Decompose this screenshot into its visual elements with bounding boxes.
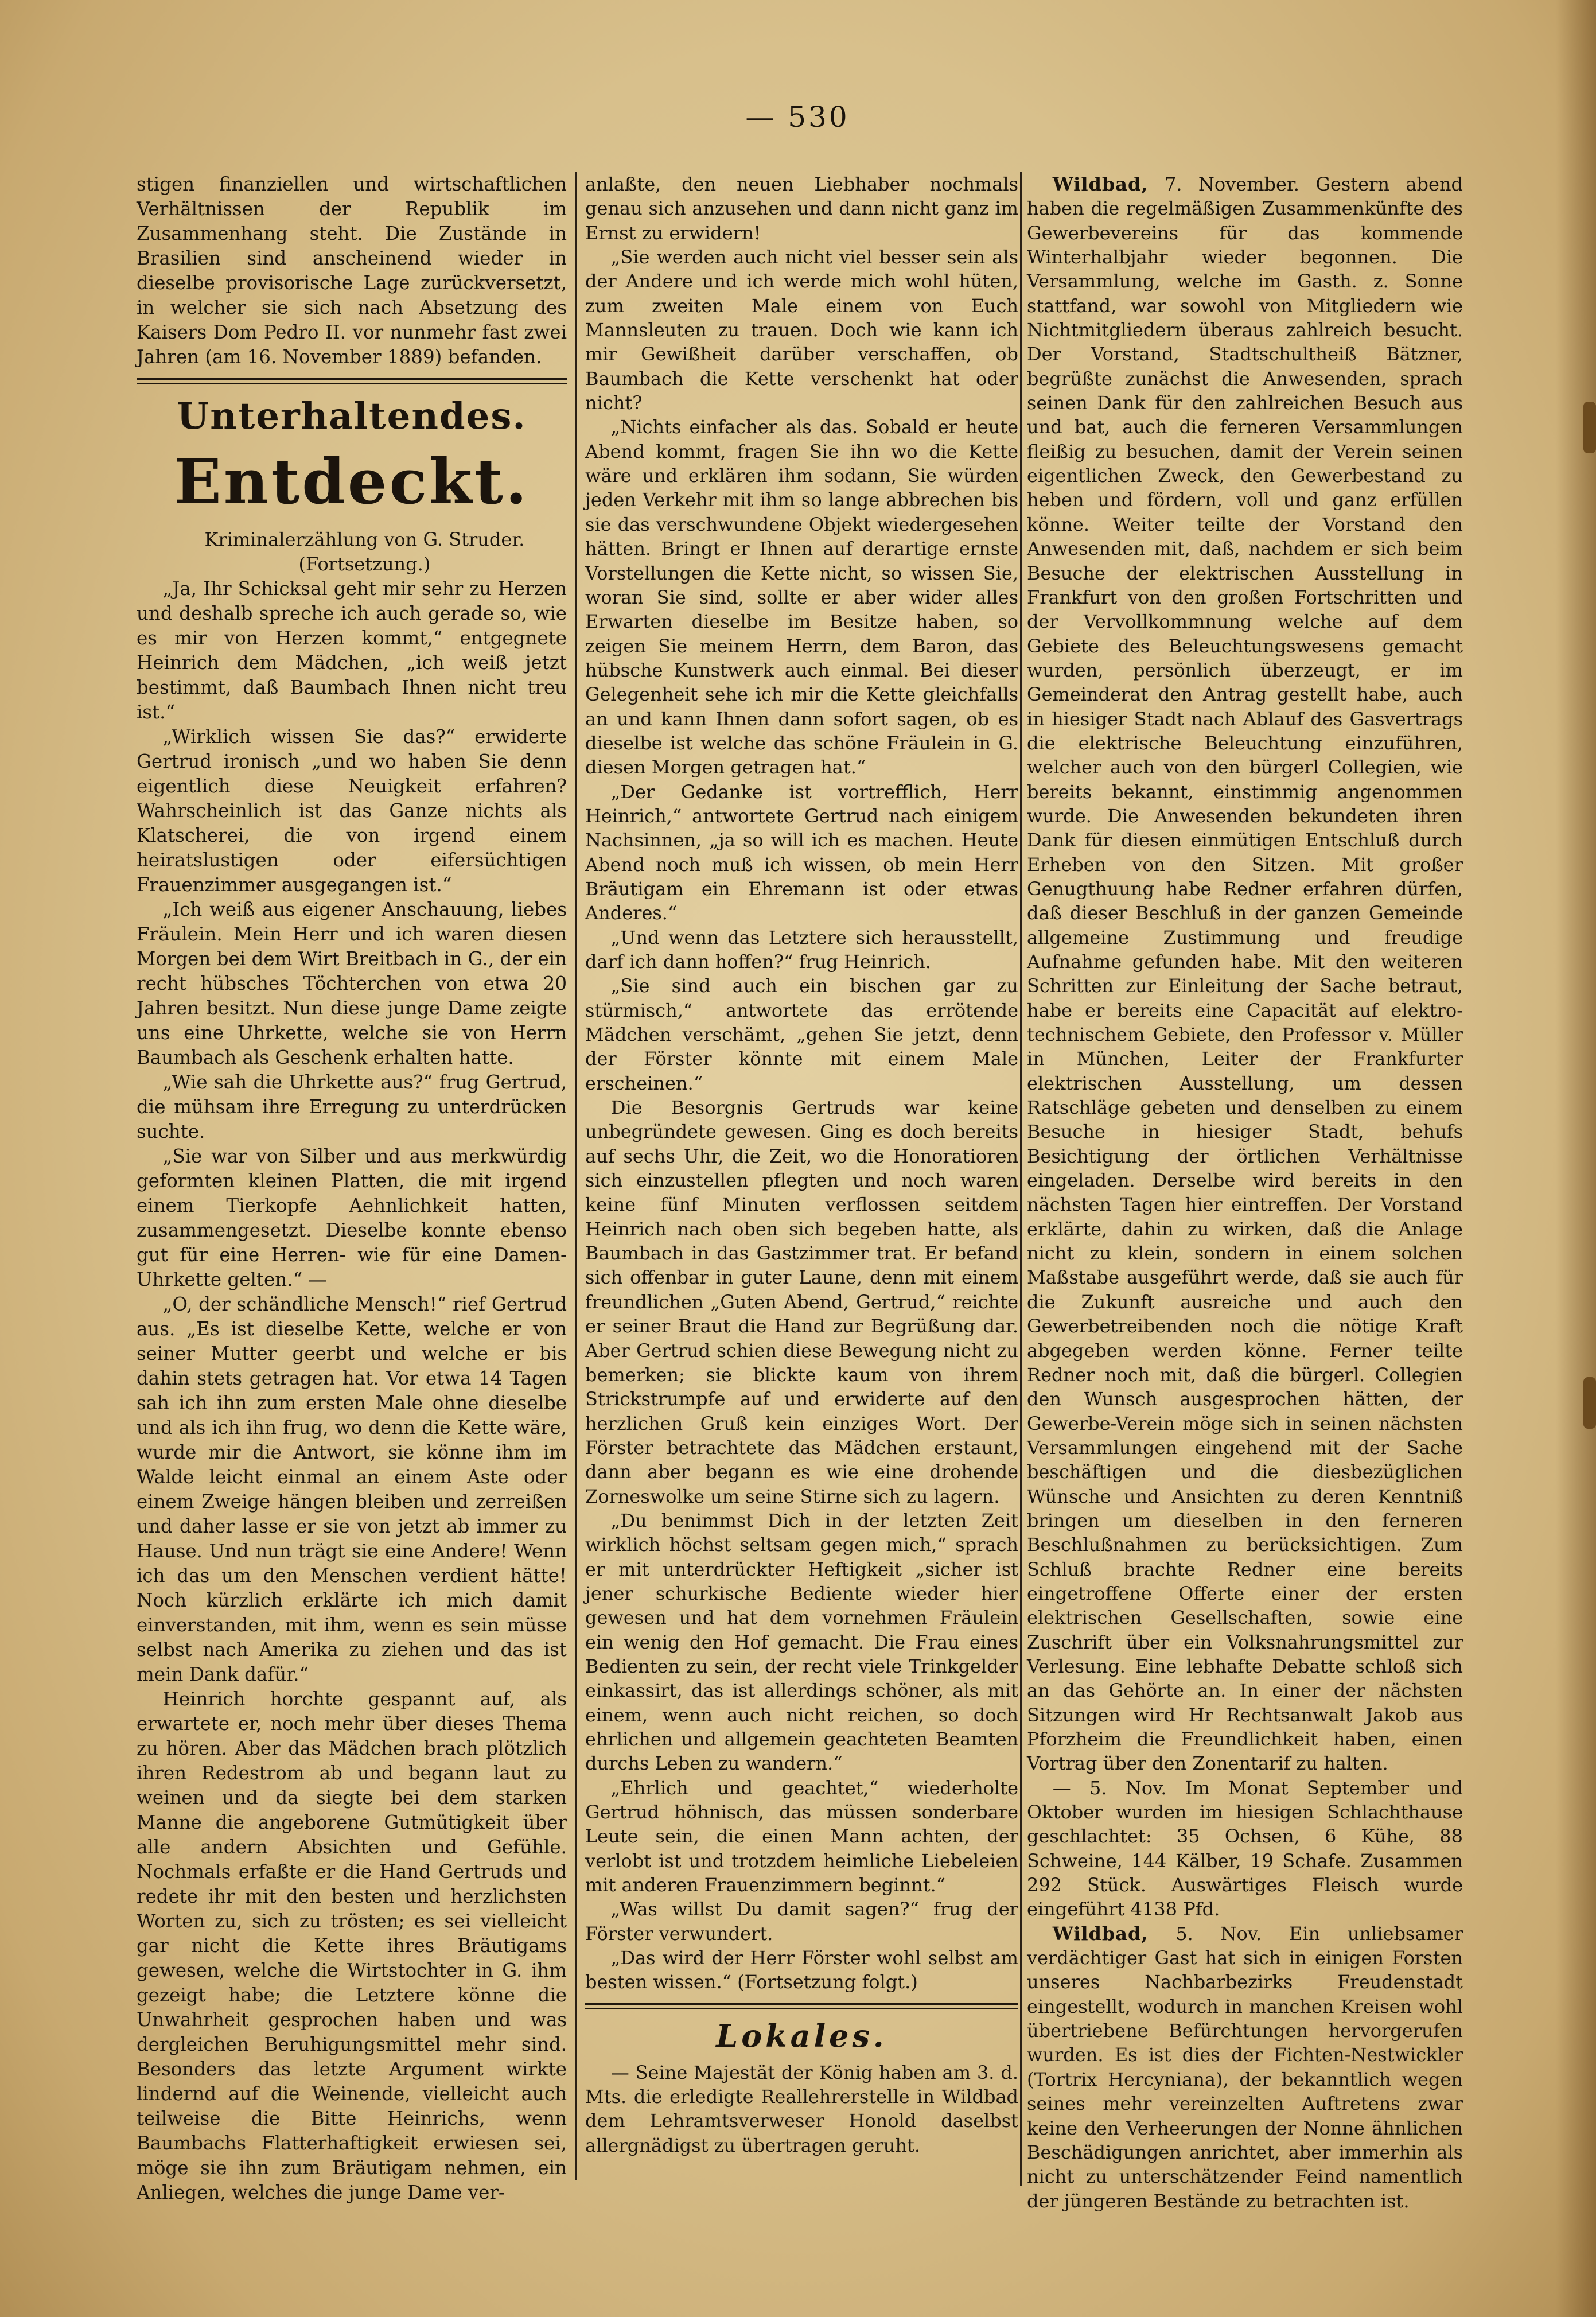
story-paragraph: Die Besorgnis Gertruds war keine unbegründete gewesen. Ging es doch bereits auf sechs Uhr, die Zeit, wo die Honoratioren sich einzustellen pflegten und noch waren keine fünf Minuten verflossen seitdem Heinrich nach oben sich begeben hatte, als Baumbach in das Gastzimmer trat. Er befand sich offenbar in guter Laune, denn mit einem freundlichen „Guten Abend, Gertrud,“ reichte er seiner Braut die Hand zur Begrüßung dar. Aber Gertrud schien diese Bewegung nicht zu bemerken; sie blickte kaum von ihrem Strickstrumpfe auf und erwiderte auf den herzlichen Gruß kein einziges Wort. Der Förster betrachtete das Mädchen erstaunt, dann aber begann es wie eine drohende Zorneswolke um seine Stirne sich zu lagern. [585,1097,1018,1507]
story-paragraph: „Du benimmst Dich in der letzten Zeit wirklich höchst seltsam gegen mich,“ sprach er mit unterdrückter Heftigkeit „sicher ist jener schurkische Bediente wieder hier gewesen und hat dem vornehmen Fräulein ein wenig den Hof gemacht. Die Frau eines Bedienten zu sein, der recht viele Trinkgelder einkassirt, das ist allerdings schöner, als mit einem, wenn auch nicht reichen, so doch ehrlichen und allgemein geachteten Beamten durchs Leben zu wandern.“ [585,1509,1018,1775]
news-item [1027,172,1463,1776]
column-1 [137,172,567,2205]
news-item [1027,1922,1463,2213]
news-date: 5. Nov. [1175,1922,1262,1945]
story-paragraph: „Wirklich wissen Sie das?“ erwiderte Gertrud ironisch „und wo haben Sie denn eigentlich diese Neuigkeit erfahren? Wahrscheinlich ist das Ganze nichts als Klatscherei, die von irgend einem heiratslustigen oder eifersüchtigen Frauenzimmer ausgegangen ist.“ [137,726,567,896]
story-paragraph: „Der Gedanke ist vortrefflich, Herr Heinrich,“ antwortete Gertrud nach einigem Nachsinnen, „ja so will ich es machen. Heute Abend noch muß ich wissen, ob mein Herr Bräutigam ein Ehremann ist oder etwas Anderes.“ [585,780,1018,924]
news-text: Ein unliebsamer verdächtiger Gast hat sich in einigen Forsten unseres Nachbarbezirks Freudenstadt eingestellt, wodurch in manchen Kreisen wohl übertriebene Befürchtungen hervorgerufen wurden. Es ist dies der Fichten-Nestwickler (Tortrix Hercyniana), der bekanntlich wegen seines mehr vereinzelten Auftretens zwar keine den Verheerungen der Nonne ähnlichen Beschädigungen anrichtet, aber immerhin als nicht zu unterschätzender Feind namentlich der jüngeren Bestände zu betrachten ist. [1027,1922,1463,2212]
story-paragraph: „Wie sah die Uhrkette aus?“ frug Gertrud, die mühsam ihre Erregung zu unterdrücken suchte. [137,1071,567,1142]
story-paragraph: „Ich weiß aus eigener Anschauung, liebes Fräulein. Mein Herr und ich waren diesen Morgen bei dem Wirt Breitbach in G., der ein recht hübsches Töchterchen von etwa 20 Jahren besitzt. Nun diese junge Dame zeigte uns eine Uhrkette, welche sie von Herrn Baumbach als Geschenk erhalten hatte. [137,899,567,1068]
page-number: — 530 [745,100,850,134]
story-title: Entdeckt. [174,446,530,518]
section-divider [137,378,567,384]
news-item: — 5. Nov. Im Monat September und Oktober wurden im hiesigen Schlachthause geschlachtet: 35 Ochsen, 6 Kühe, 88 Schweine, 144 Kälber, 19 Schafe. Zusammen 292 Stück. Auswärtiges Fleisch wurde eingeführt 4138 Pfd. [1027,1776,1463,1921]
section-divider [585,2003,1018,2009]
story-continuation-note: (Fortsetzung.) [298,553,431,575]
story-byline: Kriminalerzählung von G. Struder. [204,528,525,550]
story-paragraph: „Nichts einfacher als das. Sobald er heute Abend kommt, fragen Sie ihn wo die Kette wäre und erklären ihm sodann, Sie würden jeden Verkehr mit ihm so lange abbrechen bis sie das verschwundene Objekt wiedergesehen hätten. Bringt er Ihnen auf derartige ernste Vorstellungen die Kette nicht, so wissen Sie, woran Sie sind, sollte er aber wider alles Erwarten dieselbe im Besitze haben, so zeigen Sie meinem Herrn, dem Baron, das hübsche Kunstwerk auch einmal. Bei dieser Gelegenheit sehe ich mir die Kette gleichfalls an und kann Ihnen dann sofort sagen, ob es dieselbe ist welche das schöne Fräulein in G. diesen Morgen getragen hat.“ [585,416,1018,779]
story-paragraph: „Ja, Ihr Schicksal geht mir sehr zu Herzen und deshalb spreche ich auch gerade so, wie es mir von Herzen kommt,“ entgegnete Heinrich dem Mädchen, „ich weiß jetzt bestimmt, daß Baumbach Ihnen nicht treu ist.“ [137,578,567,723]
story-paragraph: „Sie sind auch ein bischen gar zu stürmisch,“ antwortete das errötende Mädchen verschämt, „gehen Sie jetzt, denn der Förster könnte mit einem Male erscheinen.“ [585,975,1018,1094]
story-paragraph: „Das wird der Herr Förster wohl selbst am besten wissen.“ (Fortsetzung folgt.) [585,1947,1018,1993]
column-2 [585,172,1018,2157]
binding-mark [1583,1377,1596,1429]
story-paragraph: „Ehrlich und geachtet,“ wiederholte Gertrud höhnisch, das müssen sonderbare Leute sein, die einen Mann achten, der verlobt ist und trotzdem heimliche Liebeleien mit anderen Frauenzimmern beginnt.“ [585,1776,1018,1896]
binding-mark [1583,402,1596,453]
story-paragraph: „O, der schändliche Mensch!“ rief Gertrud aus. „Es ist dieselbe Kette, welche er von seiner Mutter geerbt und welche er bis dahin stets getragen hat. Vor etwa 14 Tagen sah ich ihn zum ersten Male ohne dieselbe und als ich ihn frug, wo denn die Kette wäre, wurde mir die Antwort, sie könne ihm im Walde leicht einmal an einem Aste oder einem Zweige hängen bleiben und zerreißen und daher lasse er sie von jetzt ab immer zu Hause. Und nun trägt sie eine Andere! Wenn ich das um den Menschen verdient hätte! Noch kürzlich erklärte ich mich damit einverstanden, mit ihm, wenn es sein müsse selbst nach Amerika zu ziehen und das ist mein Dank dafür.“ [137,1293,567,1685]
page-edge-shadow [1556,0,1596,2317]
story-paragraph: „Was willst Du damit sagen?“ frug der Förster verwundert. [585,1898,1018,1945]
lokales-title: Lokales. [716,2017,887,2054]
story-paragraph: „Und wenn das Letztere sich herausstellt, darf ich dann hoffen?“ frug Heinrich. [585,926,1018,973]
story-paragraph: anlaßte, den neuen Liebhaber nochmals genau sich anzusehen und dann nicht ganz im Ernst zu erwidern! [585,173,1018,244]
lokales-paragraph: — Seine Majestät der König haben am 3. d. Mts. die erledigte Reallehrerstelle in Wildbad dem Lehramtsverweser Honold daselbst allergnädigst zu übertragen geruht. [585,2061,1018,2156]
news-dateline: Wildbad, [1052,1922,1149,1945]
column-rule [575,172,577,2180]
article-intro: stigen finanziellen und wirtschaftlichen Verhältnissen der Republik im Zusammenhang steht. Die Zustände in Brasilien sind anscheinend wieder in dieselbe provisorische Lage zurückversetzt, in welcher sie sich nach Absetzung des Kaisers Dom Pedro II. vor nunmehr fast zwei Jahren (am 16. November 1889) befanden. [137,173,567,368]
news-text: Gestern abend haben die regelmäßigen Zusammenkünfte des Gewerbevereins für das kommende Winterhalbjahr wieder begonnen. Die Versammlung, welche im Gasth. z. Sonne stattfand, war sowohl von Mitgliedern wie Nichtmitgliedern überaus zahlreich besucht. Der Vorstand, Stadtschultheiß Bätzner, begrüßte zunächst die Anwesenden, sprach seinen Dank für den zahlreichen Besuch aus und bat, auch die ferneren Versammlungen fleißig zu besuchen, damit der Verein seinen eigentlichen Zweck, den Gewerbestand zu heben und fördern, voll und ganz erfüllen könne. Weiter teilte der Vorstand den Anwesenden mit, daß, nachdem er sich beim Besuche der elektrischen Ausstellung in Frankfurt von den großen Fortschritten und der Vervollkommnung welche auf dem Gebiete des Beleuchtungswesens gemacht wurden, persönlich überzeugt, er im Gemeinderat den Antrag gestellt habe, auch in hiesiger Stadt nach Ablauf des Gasvertrags die elektrische Beleuchtung einzuführen, welcher auch von den bürgerl Collegien, wie bereits bekannt, einstimmig angenommen wurde. Die Anwesenden bekundeten ihren Dank für diesen einmütigen Entschluß durch Erheben von den Sitzen. Mit großer Genugthuung habe Redner erfahren dürfen, daß dieser Beschluß in der ganzen Gemeinde allgemeine Zustimmung und freudige Aufnahme gefunden habe. Mit den weiteren Schritten zur Einleitung der Sache betraut, habe er bereits eine Capacität auf elektro-technischem Gebiete, den Professor v. Müller in München, Leiter der Frankfurter elektrischen Ausstellung, um dessen Ratschläge gebeten und denselben zu einem Besuche in hiesiger Stadt, behufs Besichtigung der örtlichen Verhältnisse eingeladen. Derselbe wird bereits in den nächsten Tagen hier eintreffen. Der Vorstand erklärte, dahin zu wirken, daß die Anlage nicht zu klein, sondern in einem solchen Maßstabe ausgeführt werde, daß sie auch für die Zukunft ausreiche und auch den Gewerbetreibenden noch die nötige Kraft abgegeben werden könne. Ferner teilte Redner noch mit, daß die bürgerl. Collegien den Wunsch ausgesprochen hätten, der Gewerbe-Verein möge sich in seinen nächsten Versammlungen eingehend mit der Sache beschäftigen und die diesbezüglichen Wünsche und Ansichten zu deren Kenntniß bringen um dieselben in den ferneren Beschlußnahmen zu berücksichtigen. Zum Schluß brachte Redner eine bereits eingetroffene Offerte einer der ersten elektrischen Gesellschaften, sowie eine Zuschrift über ein Volksnahrungsmittel zur Verlesung. Eine lebhafte Debatte schloß sich an das Gehörte an. In einer der nächsten Sitzungen wird Hr Rechtsanwalt Jakob aus Pforzheim die Freundlichkeit haben, einen Vortrag über den Zonentarif zu halten. [1027,173,1463,1775]
news-dateline: Wildbad, [1052,173,1149,195]
column-rule [1020,172,1022,2186]
section-title: Unterhaltendes. [177,395,527,438]
story-paragraph: Heinrich horchte gespannt auf, als erwartete er, noch mehr über dieses Thema zu hören. Aber das Mädchen brach plötzlich ihren Redestrom ab und begann laut zu weinen und da siegte bei dem starken Manne die angeborene Gutmütigkeit über alle andern Absichten und Gefühle. Nochmals erfaßte er die Hand Gertruds und redete ihr mit den besten und herzlichsten Worten zu, sich zu trösten; es sei vielleicht gar nicht die Kette ihres Bräutigams gewesen, welche die Wirtstochter in G. ihm gezeigt habe; die Letztere könne die Unwahrheit gesprochen haben und was dergleichen Beruhigungsmittel mehr sind. Besonders das letzte Argument wirkte lindernd auf die Weinende, vielleicht auch teilweise die Bitte Heinrichs, wenn Baumbachs Flatterhaftigkeit erwiesen sei, möge sie ihn zum Bräutigam nehmen, ein Anliegen, welches die junge Dame ver- [137,1688,567,2203]
news-date: 7. November. [1164,173,1299,195]
story-paragraph: „Sie war von Silber und aus merkwürdig geformten kleinen Platten, die mit irgend einem Tierkopfe Aehnlichkeit hatten, zusammengesetzt. Dieselbe konnte ebenso gut für eine Herren- wie für eine Damen-Uhrkette gelten.“ — [137,1145,567,1290]
story-paragraph: „Sie werden auch nicht viel besser sein als der Andere und ich werde mich wohl hüten, zum zweiten Male einem von Euch Mannsleuten zu trauen. Doch wie kann ich mir Gewißheit darüber verschaffen, ob Baumbach die Kette verschenkt hat oder nicht? [585,246,1018,414]
column-3 [1027,172,1463,2213]
